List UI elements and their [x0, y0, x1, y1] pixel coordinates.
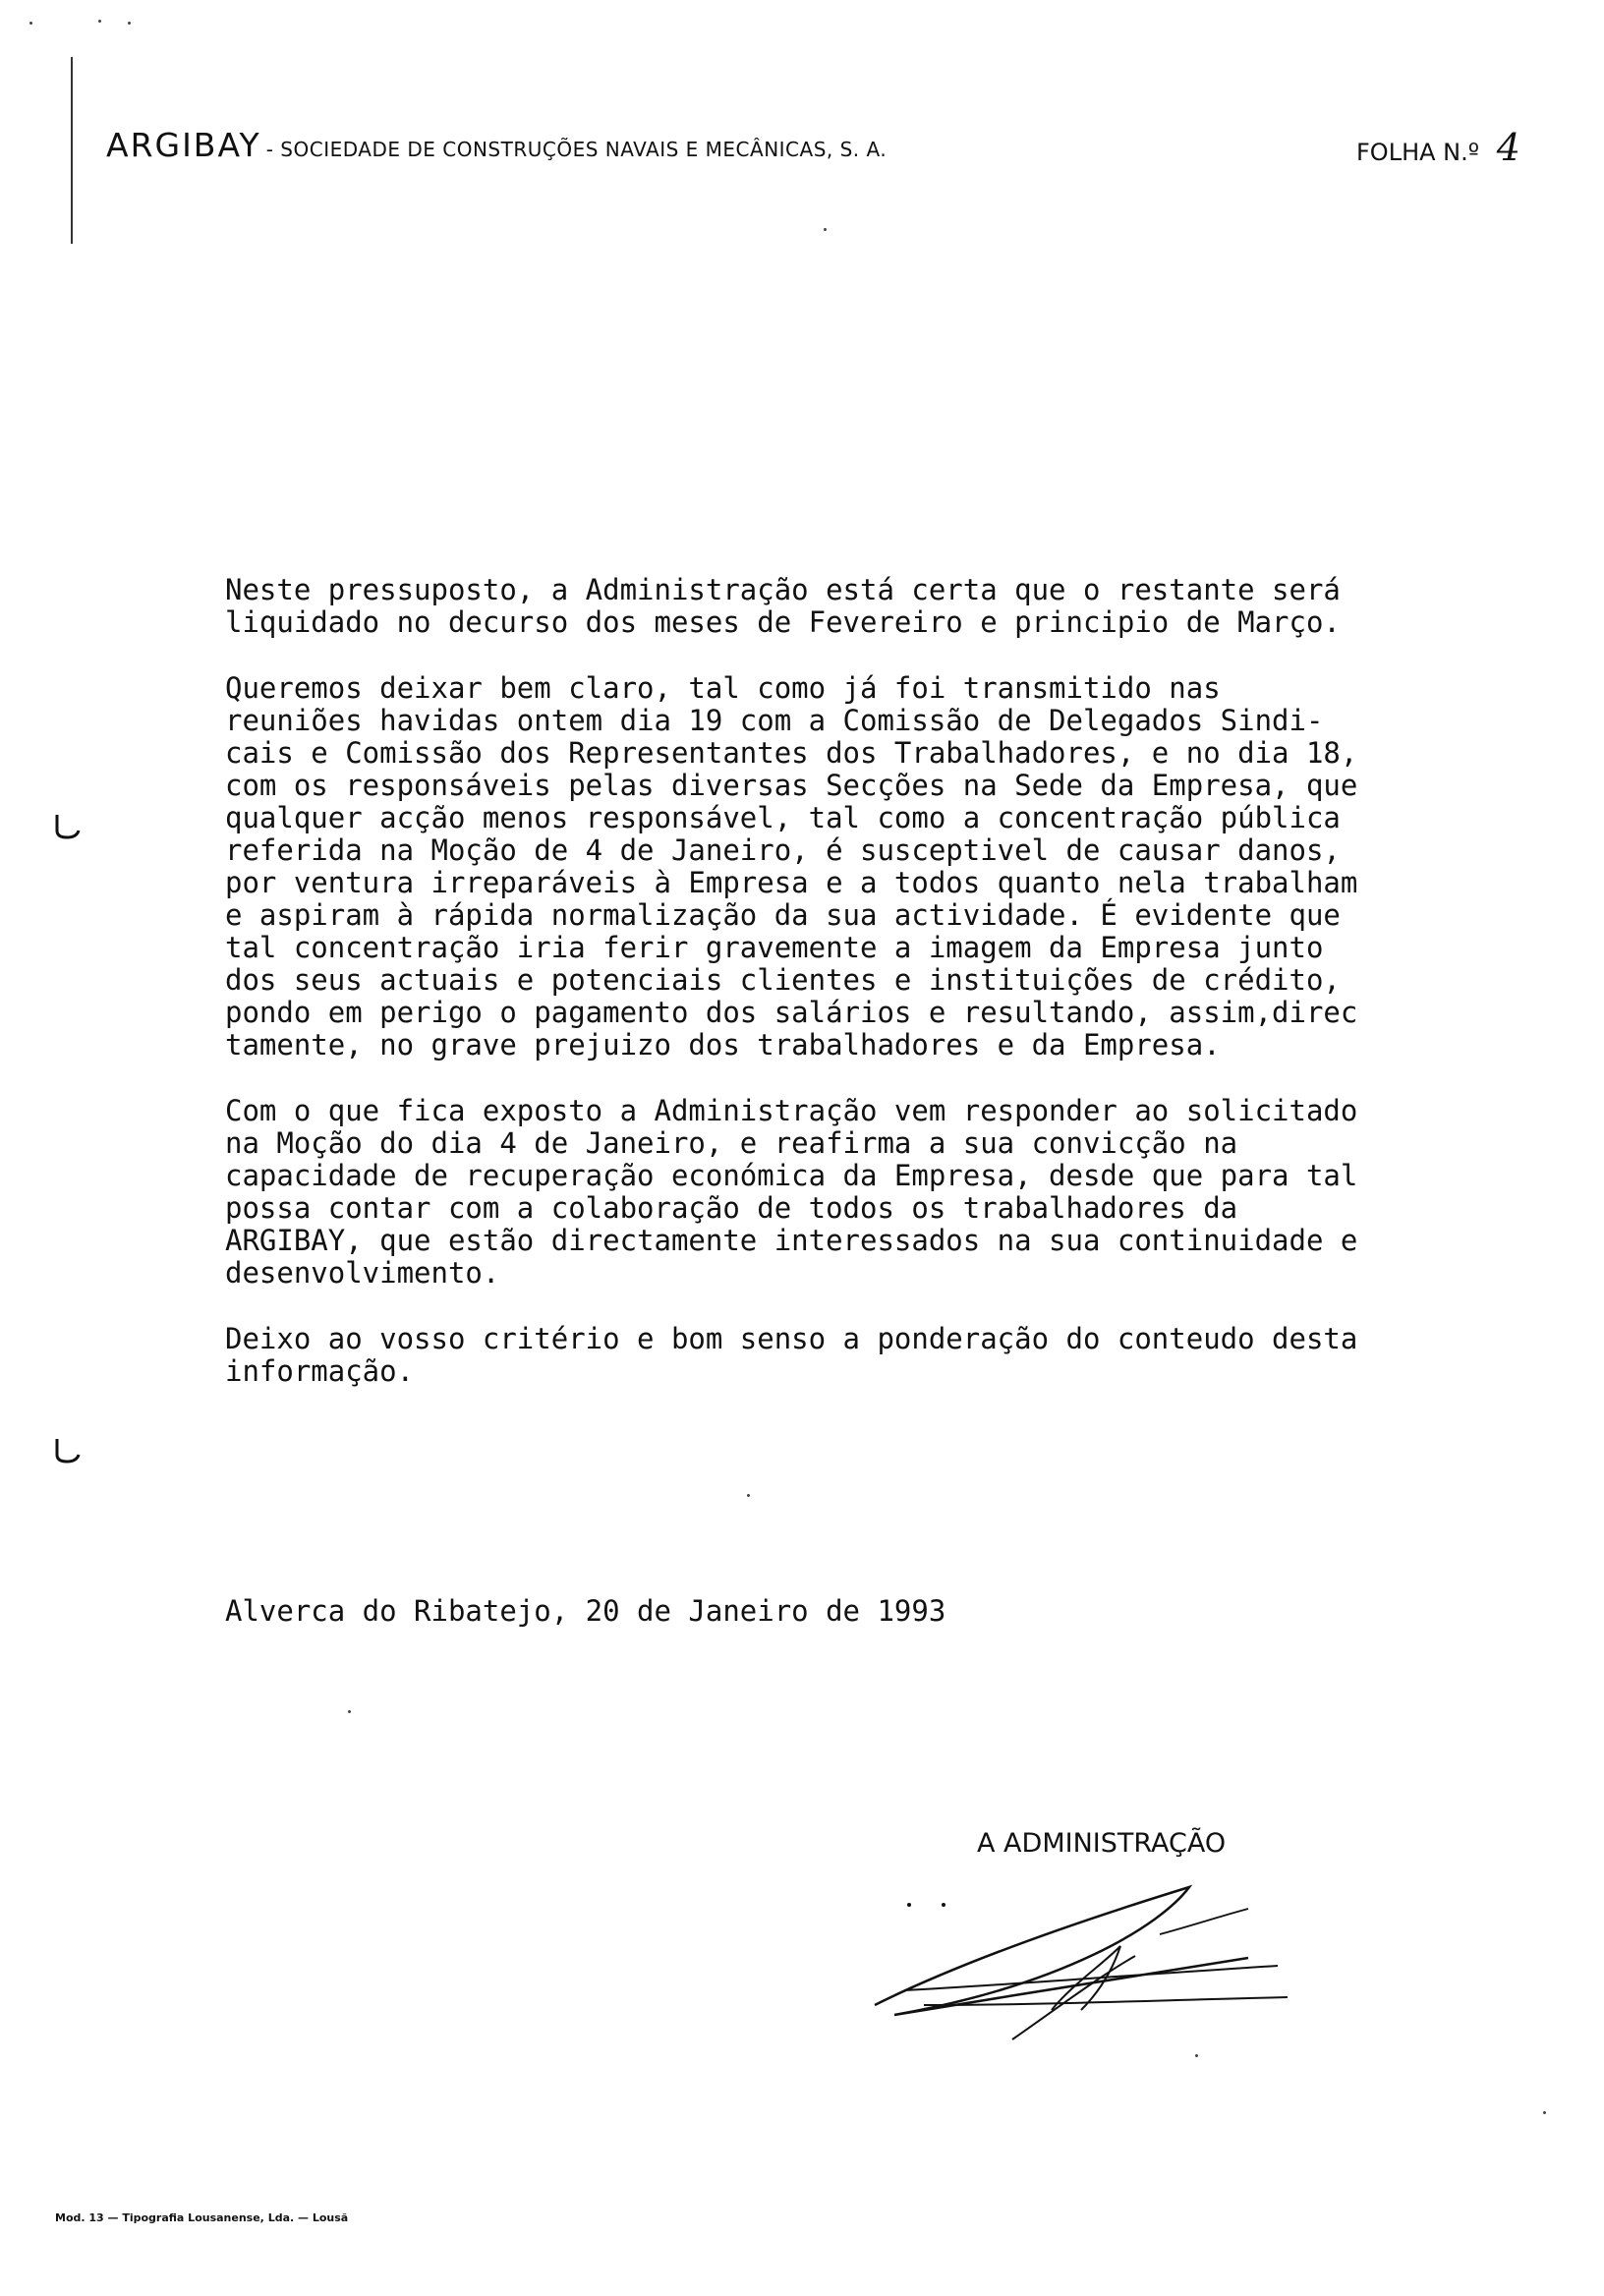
page-number-label	[1356, 126, 1520, 169]
handwritten-signature	[865, 1867, 1297, 2094]
paragraph: Deixo ao vosso critério e bom senso a ponderação do conteudo desta informação.	[225, 1322, 1358, 1388]
letterhead	[106, 126, 887, 164]
signatory: A ADMINISTRAÇÃO	[977, 1828, 1227, 1859]
punch-hole-mark	[49, 1435, 85, 1464]
folha-label: FOLHA N.º	[1356, 139, 1480, 166]
scan-speck	[128, 22, 131, 25]
paragraph: Com o que fica exposto a Administração vem responder ao solicitado na Moção do dia 4 de Janeiro, e reafirma a sua convicção na capacidade de recuperação económica da Empresa, desde que para tal possa contar com a colaboração de todos os trabalhadores da ARGIBAY, que estão directamente interessados na sua continuidade e desenvolvimento.	[225, 1094, 1358, 1290]
company-brand: ARGIBAY	[106, 126, 261, 164]
scan-speck	[348, 1710, 351, 1713]
scan-speck	[1195, 2054, 1198, 2057]
paragraph: Queremos deixar bem claro, tal como já foi transmitido nas reuniões havidas ontem dia 19 com a Comissão de Delegados Sindi- cais e Comissão dos Representantes dos Trabalhadores, e no dia 18, com os responsáveis pelas diversas Secções na Sede da Empresa, que qualquer acção menos responsável, tal como a concentração pública referida na Moção de 4 de Janeiro, é susceptivel de causar danos, por ventura irreparáveis à Empresa e a todos quanto nela trabalham e aspiram à rápida normalização da sua actividade. É evidente que tal concentração iria ferir gravemente a imagem da Empresa junto dos seus actuais e potenciais clientes e instituições de crédito, pondo em perigo o pagamento dos salários e resultando, assim,direc tamente, no grave prejuizo dos trabalhadores e da Empresa.	[225, 671, 1358, 1062]
printer-note: Mod. 13 — Tipografia Lousanense, Lda. — Lousã	[55, 2211, 349, 2224]
scan-speck	[29, 22, 32, 25]
place-and-date: Alverca do Ribatejo, 20 de Janeiro de 1993	[225, 1594, 946, 1628]
letter-body	[225, 574, 1503, 1421]
scan-speck	[824, 228, 827, 231]
scan-speck	[747, 1494, 750, 1497]
paragraph: Neste pressuposto, a Administração está certa que o restante será liquidado no decurso dos meses de Fevereiro e principio de Março.	[225, 573, 1341, 639]
folha-number: 4	[1496, 126, 1520, 169]
punch-hole-mark	[49, 811, 85, 840]
scan-speck	[98, 20, 101, 23]
company-subtitle: - SOCIEDADE DE CONSTRUÇÕES NAVAIS E MECÂNICAS, S. A.	[265, 138, 888, 161]
scan-speck	[1543, 2111, 1546, 2114]
margin-rule	[71, 57, 73, 244]
